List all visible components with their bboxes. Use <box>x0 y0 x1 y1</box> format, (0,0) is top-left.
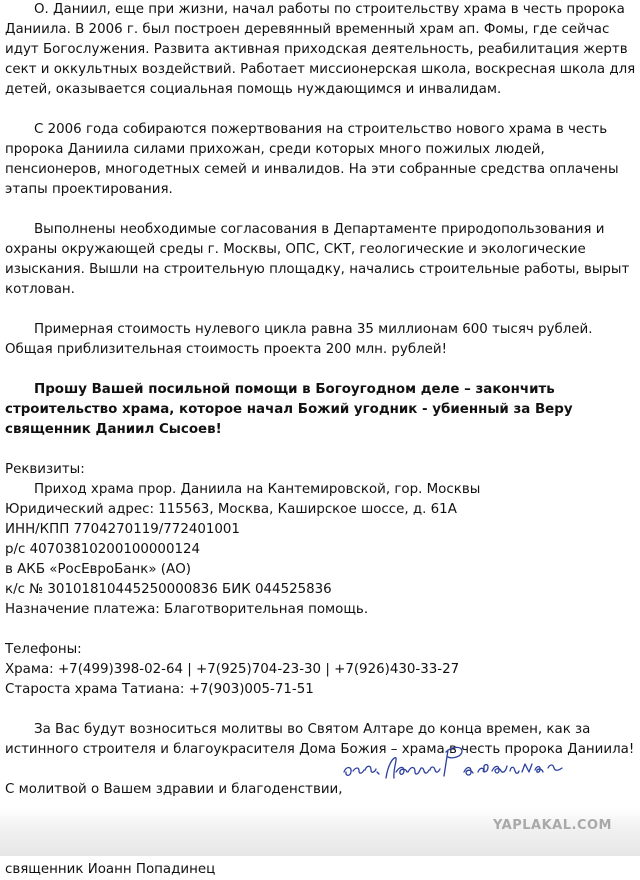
requisites-recipient: Приход храма прор. Даниила на Кантемировской, гор. Москвы <box>34 482 481 497</box>
requisites-purpose: Назначение платежа: Благотворительная помощь. <box>5 602 369 617</box>
requisites-bank: в АКБ «РосЕвроБанк» (АО) <box>5 562 191 577</box>
handwritten-signature <box>340 738 570 788</box>
paragraph-donations: С 2006 года собираются пожертвования на строительство нового храма в честь пророка Даниила силами прихожан, среди которых много пожилых людей, пенсионеров, многодетных семей и инвалидов. На эти собранные средства оплачены этапы проектирования. <box>5 122 619 197</box>
closing-line: С молитвой о Вашем здравии и благоденствии, <box>5 782 343 797</box>
prayer-text: За Вас будут возноситься молитвы во Святом Алтаре до конца времен, как за истинного строителя и благоукрасителя Дома Божия – храма в честь пророка Даниила! <box>5 722 635 757</box>
requisites-account: р/с 40703810200100000124 <box>5 542 201 557</box>
requisites-heading: Реквизиты: <box>5 462 85 477</box>
phones-heading: Телефоны: <box>5 642 82 657</box>
requisites-address: Юридический адрес: 115563, Москва, Каширское шоссе, д. 61А <box>5 502 457 517</box>
paragraph-approvals: Выполнены необходимые согласования в Департаменте природопользования и охраны окружающей среды г. Москвы, ОПС, СКТ, геологические и экологические изыскания. Вышли на строительную площадку, начались строительные работы, вырыт котлован. <box>5 222 630 297</box>
paragraph-history: О. Даниил, еще при жизни, начал работы по строительству храма в честь пророка Даниила. В 2006 г. был построен деревянный временный храм ап. Фомы, где сейчас идут Богослужения. Развита активная приходская деятельность, реабилитация жертв сект и оккультных воздействий. Работает миссионерская школа, воскресная школа для детей, оказывается социальная помощь нуждающимся и инвалидам. <box>5 2 636 97</box>
phones-church: Храма: +7(499)398-02-64 | +7(925)704-23-30 | +7(926)430-33-27 <box>5 662 460 677</box>
requisites-corr-account: к/с № 30101810445250000836 БИК 044525836 <box>5 582 332 597</box>
paragraph-cost: Примерная стоимость нулевого цикла равна 35 миллионам 600 тысяч рублей. Общая приблизительная стоимость проекта 200 млн. рублей! <box>5 322 593 357</box>
signatory-name: священник Иоанн Попадинец <box>5 862 216 877</box>
watermark: YAPLAKAL.COM <box>493 818 612 833</box>
phones-warden: Староста храма Татиана: +7(903)005-71-51 <box>5 682 314 697</box>
requisites-inn-kpp: ИНН/КПП 7704270119/772401001 <box>5 522 240 537</box>
appeal-text: Прошу Вашей посильной помощи в Богоугодном деле – закончить строительство храма, которое начал Божий угодник - убиенный за Веру священник Даниил Сысоев! <box>5 382 573 437</box>
